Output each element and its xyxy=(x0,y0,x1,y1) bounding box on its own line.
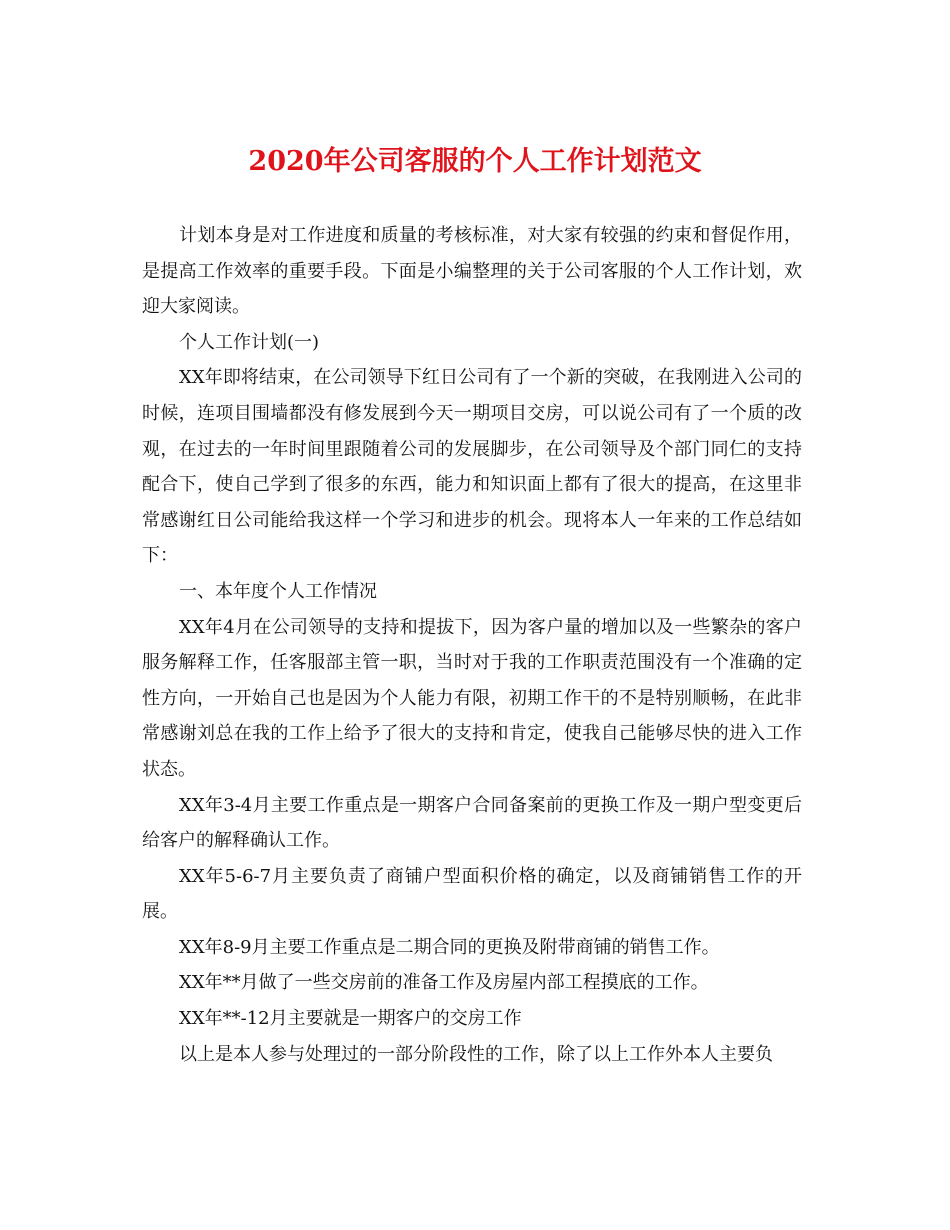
document-body xyxy=(142,218,802,1072)
body-paragraph: XX年4月在公司领导的支持和提拔下，因为客户量的增加以及一些繁杂的客户服务解释工作，任客服部主管一职，当时对于我的工作职责范围没有一个准确的定性方向，一开始自己也是因为个人能力有限，初期工作干的不是特别顺畅，在此非常感谢刘总在我的工作上给予了很大的支持和肯定，使我自己能够尽快的进入工作状态。 xyxy=(142,616,802,780)
body-paragraph: XX年3-4月主要工作重点是一期客户合同备案前的更换工作及一期户型变更后给客户的解释确认工作。 xyxy=(142,794,802,852)
body-paragraph: XX年8-9月主要工作重点是二期合同的更换及附带商铺的销售工作。 xyxy=(179,936,720,958)
body-paragraph: XX年**月做了一些交房前的准备工作及房屋内部工程摸底的工作。 xyxy=(179,972,709,994)
document-title: 2020年公司客服的个人工作计划范文 xyxy=(248,146,702,177)
body-paragraph: XX年即将结束，在公司领导下红日公司有了一个新的突破，在我刚进入公司的时候，连项目围墙都没有修发展到今天一期项目交房，可以说公司有了一个质的改观，在过去的一年时间里跟随着公司的发展脚步，在公司领导及个部门同仁的支持配合下，使自己学到了很多的东西，能力和知识面上都有了很大的提高，在这里非常感谢红日公司能给我这样一个学习和进步的机会。现将本人一年来的工作总结如下： xyxy=(142,367,802,567)
section-heading-work-status: 一、本年度个人工作情况 xyxy=(179,580,377,602)
section-heading-plan-one: 个人工作计划(一) xyxy=(179,331,320,353)
body-paragraph: XX年5-6-7月主要负责了商铺户型面积价格的确定，以及商铺销售工作的开展。 xyxy=(142,865,802,923)
intro-paragraph: 计划本身是对工作进度和质量的考核标准，对大家有较强的约束和督促作用，是提高工作效率的重要手段。下面是小编整理的关于公司客服的个人工作计划，欢迎大家阅读。 xyxy=(142,225,802,318)
body-paragraph: XX年**-12月主要就是一期客户的交房工作 xyxy=(179,1008,522,1030)
body-paragraph: 以上是本人参与处理过的一部分阶段性的工作，除了以上工作外本人主要负 xyxy=(179,1043,773,1065)
